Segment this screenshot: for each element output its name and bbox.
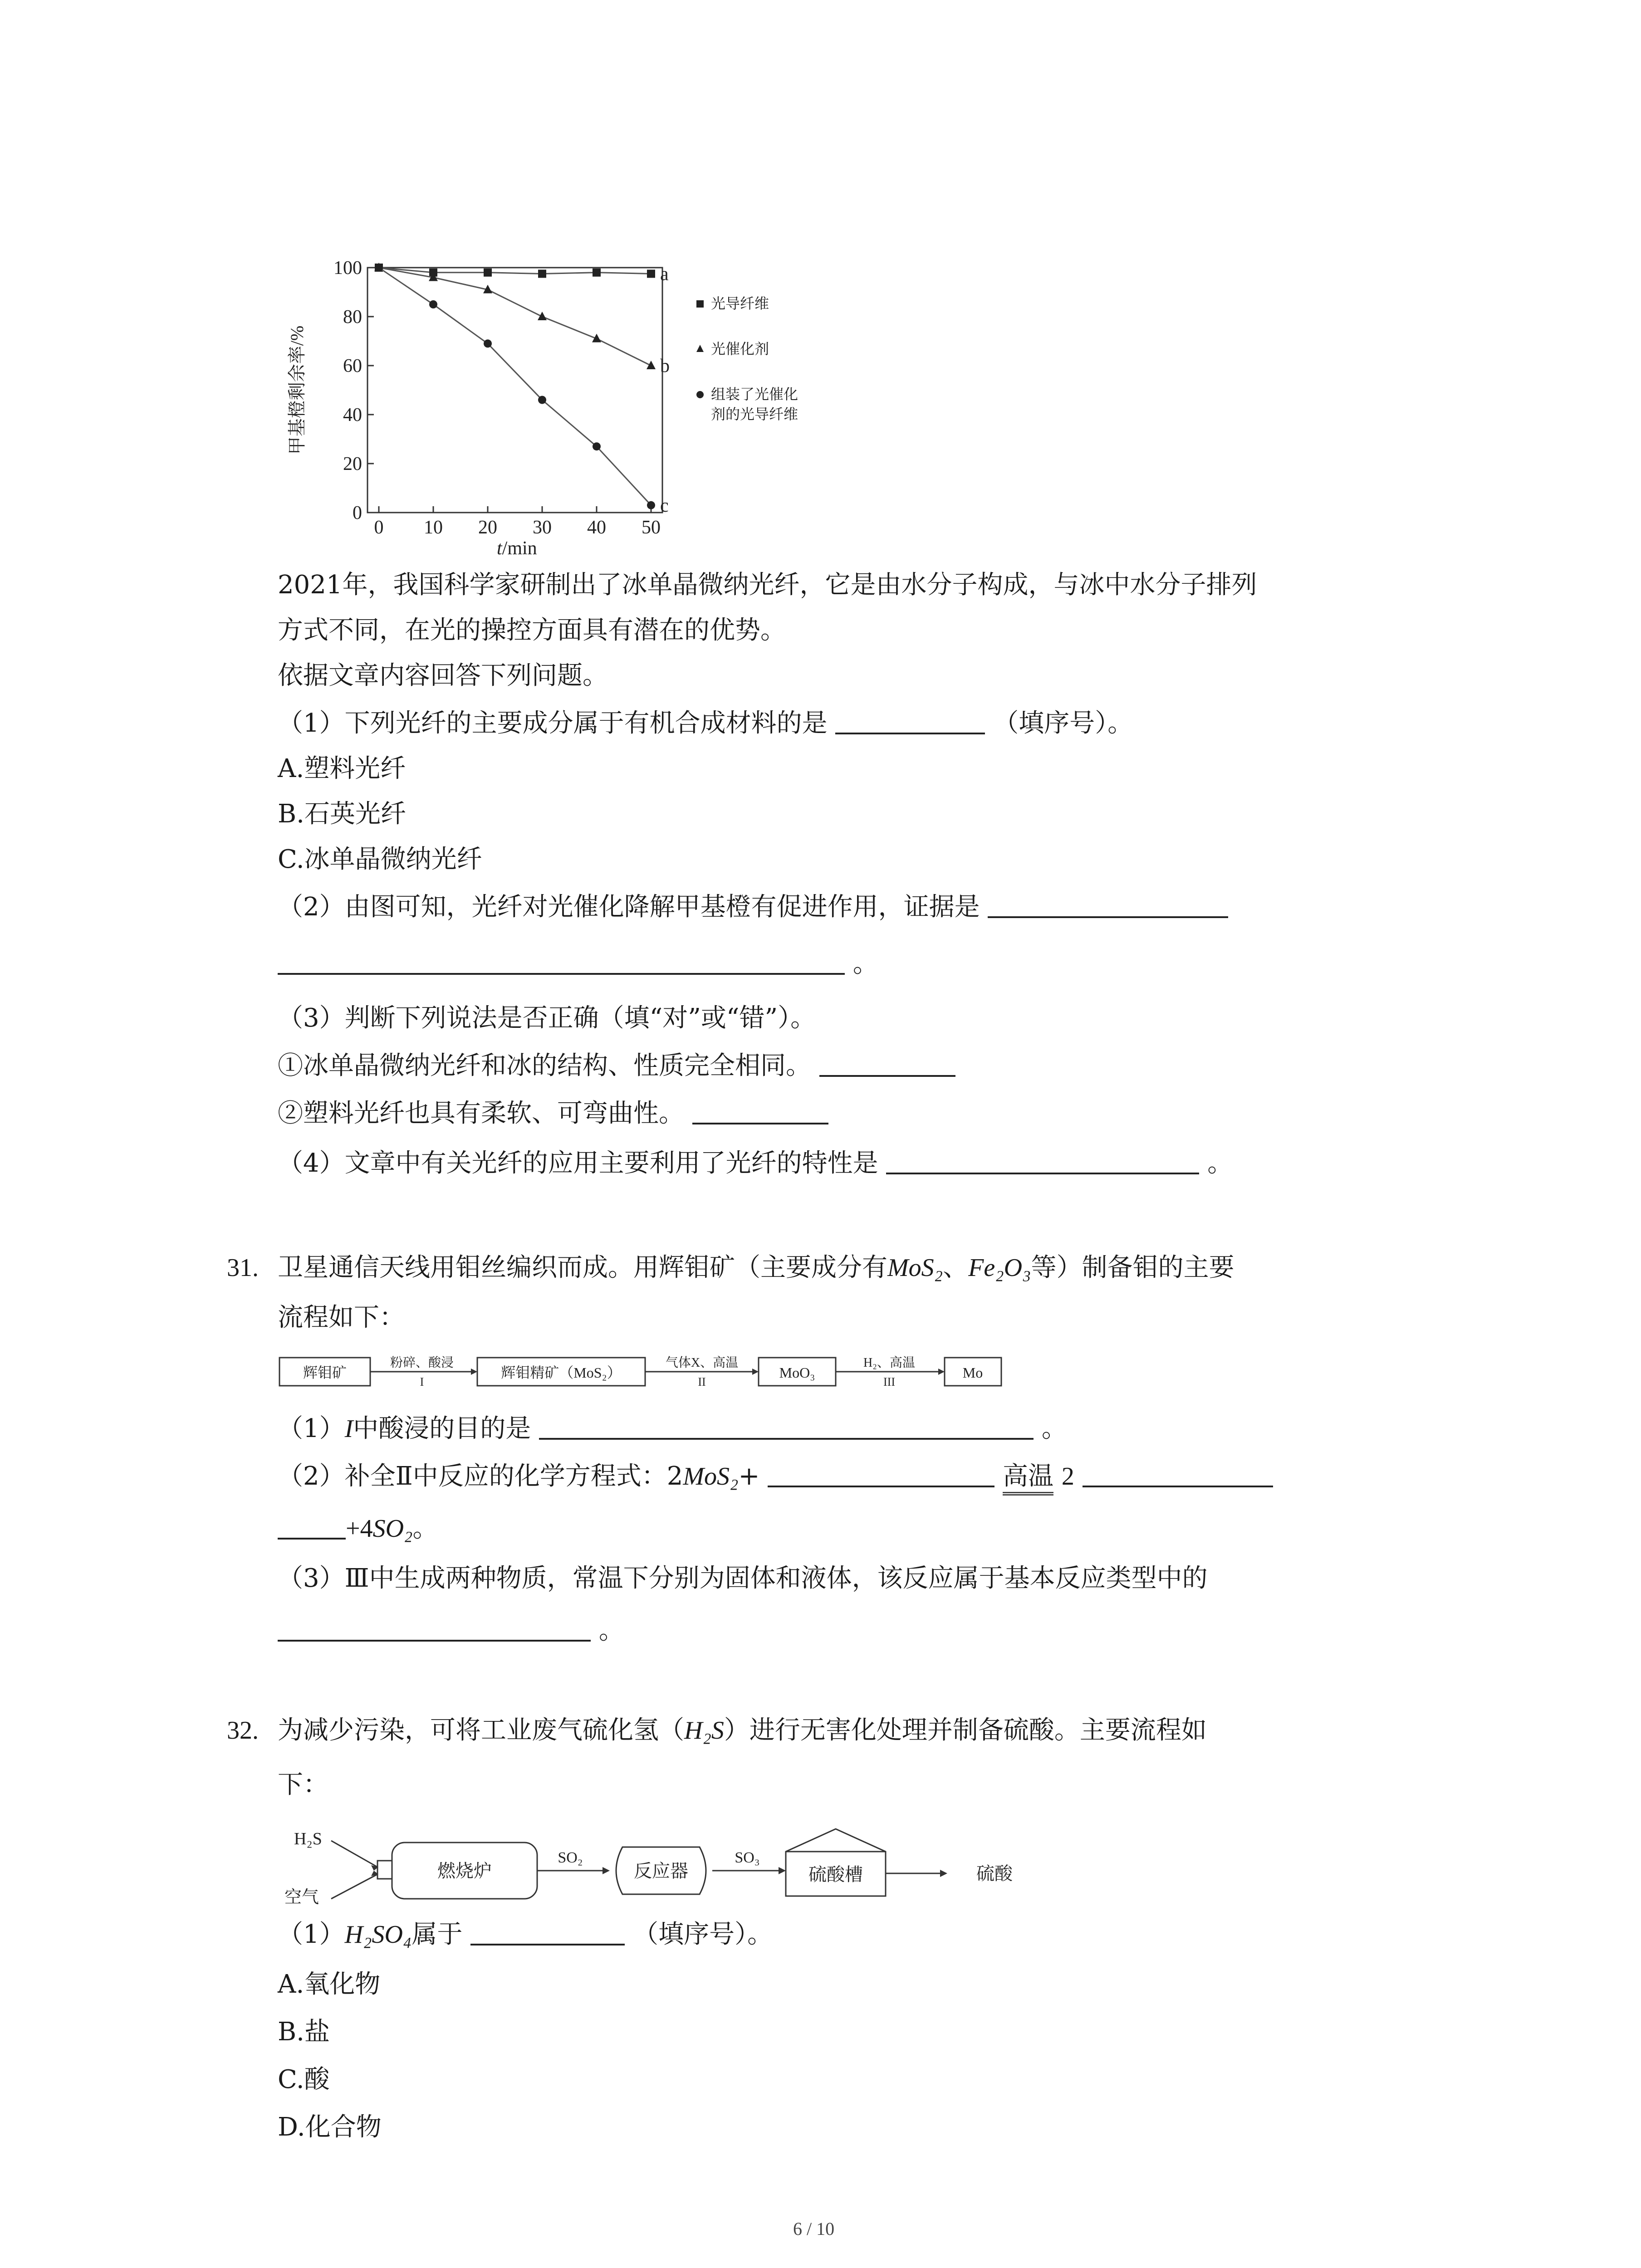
question-2-text: （2）由图可知，光纤对光催化降解甲基橙有促进作用，证据是 <box>278 892 980 922</box>
flow31-moo3-label: MoO₃ <box>779 1364 815 1381</box>
point-triangle <box>538 312 547 320</box>
x-tick-label: 30 <box>533 517 552 538</box>
flow31-concentrate-label: 辉钼精矿（MoS₂） <box>501 1364 622 1381</box>
y-tick-label: 80 <box>343 307 362 327</box>
flow31-step2-numeral: II <box>698 1375 706 1388</box>
flow31-step3-numeral: III <box>883 1375 895 1388</box>
legend-marker-square <box>696 300 704 308</box>
q31-mos2: MoS₂ <box>887 1254 943 1282</box>
flow32-h2s-line <box>331 1841 377 1867</box>
answer-blank-q3-2[interactable] <box>692 1095 828 1124</box>
series-end-label: b <box>660 356 670 376</box>
question-1 <box>278 705 1133 742</box>
question-31-number: 31. <box>227 1254 259 1282</box>
q31-fe2o3: Fe₂O₃ <box>968 1254 1031 1282</box>
q31-sub-3-cont <box>278 1613 624 1649</box>
question-1-text: （1）下列光纤的主要成分属于有机合成材料的是 <box>278 709 828 738</box>
q31-sub-3-end: 。 <box>598 1616 624 1645</box>
q31-sub-2-end: 。 <box>412 1514 438 1543</box>
q32-option-d: D.化合物 <box>278 2112 382 2142</box>
answer-blank-q3-1[interactable] <box>819 1048 955 1077</box>
legend-label: 组装了光催化 <box>711 386 798 402</box>
q31-sep: 、 <box>943 1253 969 1282</box>
sulfuric-acid-process-flow <box>278 1819 1049 1914</box>
legend-marker-triangle <box>696 345 704 352</box>
y-tick-label: 20 <box>343 454 362 474</box>
question-2-end: 。 <box>852 949 878 978</box>
flow32-acid-tank <box>786 1829 886 1896</box>
flow32-input-h2s: H₂S <box>294 1829 322 1848</box>
answer-blank-q32-1[interactable] <box>470 1916 625 1945</box>
q31-sub-2 <box>278 1458 1273 1495</box>
question-3-item-1 <box>278 1048 955 1084</box>
answer-blank-q31-2a[interactable] <box>768 1458 994 1487</box>
answer-blank-q31-3[interactable] <box>278 1613 591 1642</box>
q31-sub-2-so2: SO₂ <box>372 1515 413 1543</box>
flow31-step2-condition: 气体X、高温 <box>665 1356 739 1370</box>
y-tick-label: 60 <box>343 356 362 376</box>
q31-sub-1-end: 。 <box>1041 1414 1067 1443</box>
answer-blank-q31-2c[interactable] <box>278 1510 346 1540</box>
series-end-label: a <box>660 264 669 285</box>
x-tick-label: 0 <box>374 517 384 538</box>
q32-h2s: H₂S <box>684 1716 724 1745</box>
q32-sub-1-tail: （填序号）。 <box>633 1920 773 1949</box>
flow32-furnace-label: 燃烧炉 <box>437 1861 492 1881</box>
answer-blank-q31-2b[interactable] <box>1083 1458 1273 1487</box>
point-triangle <box>647 361 656 369</box>
flow31-ore-label: 辉钼矿 <box>303 1364 347 1381</box>
flow32-air-line <box>331 1874 377 1899</box>
q31-sub-1-roman: I <box>344 1415 353 1443</box>
answer-blank-q4[interactable] <box>886 1145 1199 1174</box>
article-para-line-1: 2021年，我国科学家研制出了冰单晶微纳光纤，它是由水分子构成，与冰中水分子排列 <box>278 570 1257 600</box>
question-31-line-2: 流程如下： <box>278 1303 405 1332</box>
legend-label: 剂的光导纤维 <box>711 406 798 422</box>
x-tick-label: 10 <box>424 517 443 538</box>
question-32-line-2: 下： <box>278 1770 328 1799</box>
y-tick-label: 0 <box>353 503 362 523</box>
question-3-item-1-text: ①冰单晶微纳光纤和冰的结构、性质完全相同。 <box>278 1051 811 1080</box>
point-square <box>538 270 546 278</box>
point-circle <box>375 264 383 272</box>
option-a: A.塑料光纤 <box>278 754 406 783</box>
legend-label: 光催化剂 <box>711 341 769 357</box>
x-tick-label: 50 <box>642 517 661 538</box>
point-circle <box>538 396 546 404</box>
point-circle <box>647 501 655 509</box>
flow32-so2-label: SO₂ <box>558 1849 583 1866</box>
molybdenum-process-flow <box>278 1349 1004 1395</box>
q31-text-a: 卫星通信天线用钼丝编织而成。用辉钼矿（主要成分有 <box>278 1253 887 1282</box>
answer-blank-q2-part2[interactable] <box>278 946 845 975</box>
answer-blank-q31-1[interactable] <box>539 1411 1034 1440</box>
page-number: 6 / 10 <box>793 2219 835 2239</box>
y-axis-label: 甲基橙剩余率/% <box>287 325 307 455</box>
q32-sub-1-formula: H₂SO₄ <box>344 1921 412 1949</box>
q32-option-a: A.氧化物 <box>278 1970 381 1999</box>
q31-sub-3: （3）Ⅲ中生成两种物质，常温下分别为固体和液体，该反应属于基本反应类型中的 <box>278 1564 1208 1593</box>
q32-option-b: B.盐 <box>278 2017 330 2047</box>
question-4-end: 。 <box>1207 1149 1233 1178</box>
option-b: B.石英光纤 <box>278 799 406 829</box>
q31-sub-2-plus: + <box>738 1461 760 1491</box>
point-square <box>647 270 655 278</box>
question-2 <box>278 889 1228 925</box>
chart-plot-frame <box>367 268 662 513</box>
flow32-so3-label: SO₃ <box>735 1849 760 1866</box>
x-tick-label: 40 <box>587 517 606 538</box>
methyl-orange-chart <box>272 245 907 562</box>
q31-sub-2-mos2: MoS₂ <box>683 1462 739 1491</box>
question-31-line-1 <box>278 1250 1234 1286</box>
question-2-cont <box>278 946 878 982</box>
point-square <box>593 269 601 277</box>
q31-sub-2-coefficient: 2 <box>1061 1462 1074 1491</box>
legend-label: 光导纤维 <box>711 295 769 312</box>
q32-text-b: ）进行无害化处理并制备硫酸。主要流程如 <box>724 1716 1207 1745</box>
q31-sub-2-condition: 高温 <box>1003 1461 1053 1496</box>
flow32-tank-label: 硫酸槽 <box>808 1864 863 1885</box>
flow31-step1-numeral: I <box>420 1375 424 1388</box>
series-line-2 <box>379 268 651 366</box>
question-4-text: （4）文章中有关光纤的应用主要利用了光纤的特性是 <box>278 1149 878 1178</box>
question-1-tail: （填序号）。 <box>993 709 1133 738</box>
q31-sub-1-text: 中酸浸的目的是 <box>353 1414 531 1443</box>
point-circle <box>429 300 437 308</box>
question-32-line-1 <box>278 1712 1207 1749</box>
q31-text-b: 等）制备钼的主要 <box>1031 1253 1234 1282</box>
article-para-line-2: 方式不同，在光的操控方面具有潜在的优势。 <box>278 616 786 645</box>
y-tick-label: 40 <box>343 405 362 425</box>
y-tick-label: 100 <box>333 258 362 279</box>
q31-sub-2-cont <box>278 1510 438 1547</box>
point-square <box>484 269 492 277</box>
q31-sub-1 <box>278 1411 1067 1447</box>
q32-option-c: C.酸 <box>278 2065 330 2094</box>
question-32-number: 32. <box>227 1716 259 1745</box>
option-c: C.冰单晶微纳光纤 <box>278 845 482 874</box>
flow31-mo-label: Mo <box>962 1364 983 1381</box>
q31-sub-1-prefix: （1） <box>278 1414 345 1443</box>
flow32-reactor-label: 反应器 <box>634 1861 688 1881</box>
answer-blank-q2-part1[interactable] <box>988 889 1228 918</box>
x-axis-label: t/min <box>497 538 537 559</box>
question-3-item-2 <box>278 1095 828 1132</box>
x-tick-label: 20 <box>478 517 497 538</box>
q32-sub-1-prefix: （1） <box>278 1920 345 1949</box>
flow32-inlet <box>377 1861 392 1879</box>
point-circle <box>593 442 601 450</box>
flow31-step1-condition: 粉碎、酸浸 <box>390 1356 454 1370</box>
series-end-label: c <box>660 495 669 516</box>
flow32-input-air: 空气 <box>284 1888 319 1907</box>
q32-text-a: 为减少污染，可将工业废气硫化氢（ <box>278 1716 684 1745</box>
series-line-1 <box>379 268 651 274</box>
instruction: 依据文章内容回答下列问题。 <box>278 661 608 690</box>
legend-marker-circle <box>696 391 704 398</box>
question-3-item-2-text: ②塑料光纤也具有柔软、可弯曲性。 <box>278 1099 684 1128</box>
question-4 <box>278 1145 1233 1182</box>
answer-blank-q1[interactable] <box>835 705 985 734</box>
q31-sub-2-text: （2）补全Ⅱ中反应的化学方程式：2 <box>278 1461 683 1491</box>
q32-sub-1-text: 属于 <box>411 1920 463 1949</box>
flow31-step3-condition: H₂、高温 <box>863 1356 915 1370</box>
flow32-output-label: 硫酸 <box>976 1863 1013 1884</box>
point-circle <box>484 339 492 347</box>
q31-sub-2-plus4: +4 <box>346 1515 373 1543</box>
question-3: （3）判断下列说法是否正确（填“对”或“错”）。 <box>278 1003 816 1033</box>
q32-sub-1 <box>278 1916 773 1953</box>
